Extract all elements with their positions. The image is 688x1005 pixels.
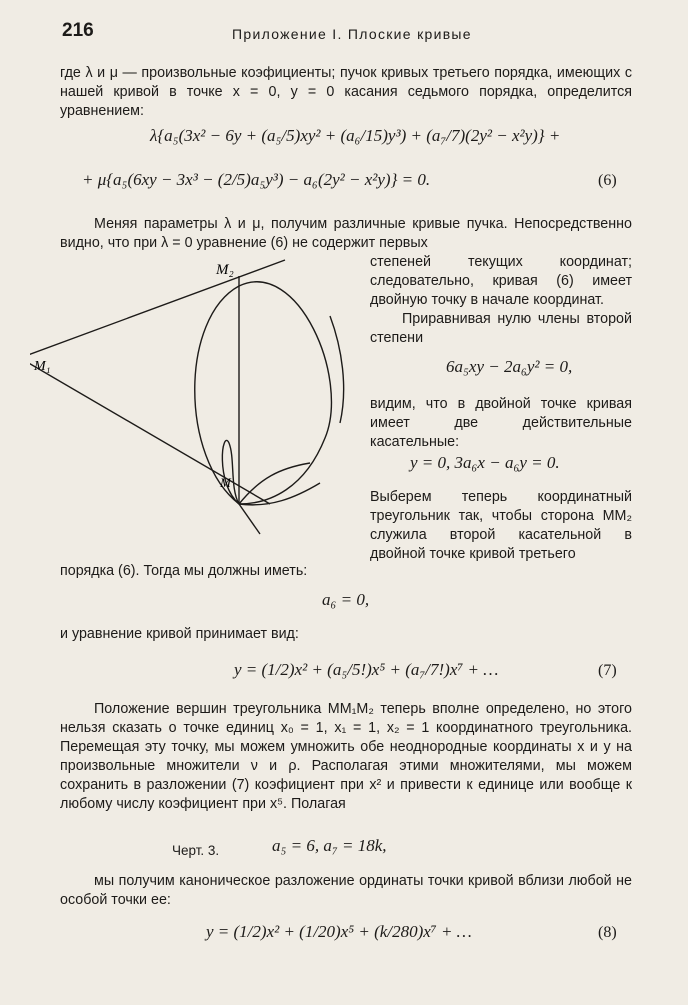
paragraph-conditions: порядка (6). Тогда мы должны иметь:	[60, 563, 308, 579]
cubic-curve-loop	[195, 282, 332, 504]
tangent-line-m1-m2	[30, 260, 285, 358]
figure-curve-diagram	[30, 258, 360, 578]
equation-6-number: (6)	[598, 172, 617, 189]
equation-8: y = (1/2)x² + (1/20)x⁵ + (k/280)x⁷ + …	[206, 922, 472, 941]
label-m2: M₂	[216, 262, 234, 278]
equation-values: a₅ = 6, a₇ = 18k,	[272, 836, 387, 855]
equation-7: y = (1/2)x² + (a₅/5!)x⁵ + (a₇/7!)x⁷ + …	[234, 660, 499, 679]
equation-8-number: (8)	[598, 924, 617, 941]
paragraph-triangle-vertices: Положение вершин треугольника MM₁M₂ теперь вполне определено, но этого нельзя сказать о точке единиц x₀ = 1, x₁ = 1, x₂ = 1 координатного треугольника. Перемещая эту точку, мы можем умножить обе неоднородные координаты x и y на произвольные множители ν и ρ. Располагая этими множителями, мы можем сохранить в разложении (7) коэфициент при x² и привести к единице или вообще к любому числу коэфициент при x⁵. Полагая	[60, 701, 632, 812]
paragraph-second-degree: Приравнивая нулю члены второй степени	[370, 311, 632, 346]
line-below-m	[239, 504, 260, 534]
paragraph-intro: где λ и μ — произвольные коэфициенты; пучок кривых третьего порядка, имеющих с нашей кривой в точке x = 0, y = 0 касания седьмого порядка, определится уравнением:	[60, 65, 632, 119]
label-m: M	[220, 475, 231, 490]
paragraph-triangle: Выберем теперь координатный треугольник так, чтобы сторона MM₂ служила второй касательной в двойной точке кривой третьего	[370, 489, 632, 562]
curve-small-loop	[222, 440, 239, 504]
equation-a6-zero: a₆ = 0,	[322, 590, 370, 609]
equation-tangents: y = 0, 3a₆x − a₆y = 0.	[410, 453, 560, 472]
paragraph-canonical: мы получим каноническое разложение ординаты точки кривой вблизи любой не особой точки ее:	[60, 873, 632, 908]
equation-6-line-2: + μ{a₅(6xy − 3x³ − (2/5)a₅y³) − a₆(2y² − x²y)} = 0.	[82, 170, 431, 189]
equation-6-line-1: λ{a₅(3x² − 6y + (a₅/5)xy² + (a₆/15)y³) + (a₇/7)(2y² − x²y)} +	[150, 126, 561, 145]
label-m1: M₁	[34, 359, 51, 374]
running-head: Приложение I. Плоские кривые	[232, 26, 472, 42]
equation-second-degree: 6a₅xy − 2a₆y² = 0,	[446, 357, 573, 376]
paragraph-parameters: Меняя параметры λ и μ, получим различные кривые пучка. Непосредственно видно, что при λ = 0 уравнение (6) не содержит первых	[60, 216, 632, 251]
figure-caption: Черт. 3.	[172, 843, 220, 858]
page-header	[0, 16, 688, 46]
paragraph-tangents: видим, что в двойной точке кривая имеет две действительные касательные:	[370, 396, 632, 450]
paragraph-curve-form: и уравнение кривой принимает вид:	[60, 626, 299, 642]
equation-7-number: (7)	[598, 662, 617, 679]
curve-branch-inner	[239, 463, 310, 504]
page-number: 216	[62, 20, 94, 41]
paragraph-double-point: степеней текущих координат; следовательно, кривая (6) имеет двойную точку в начале координат.	[370, 254, 632, 308]
